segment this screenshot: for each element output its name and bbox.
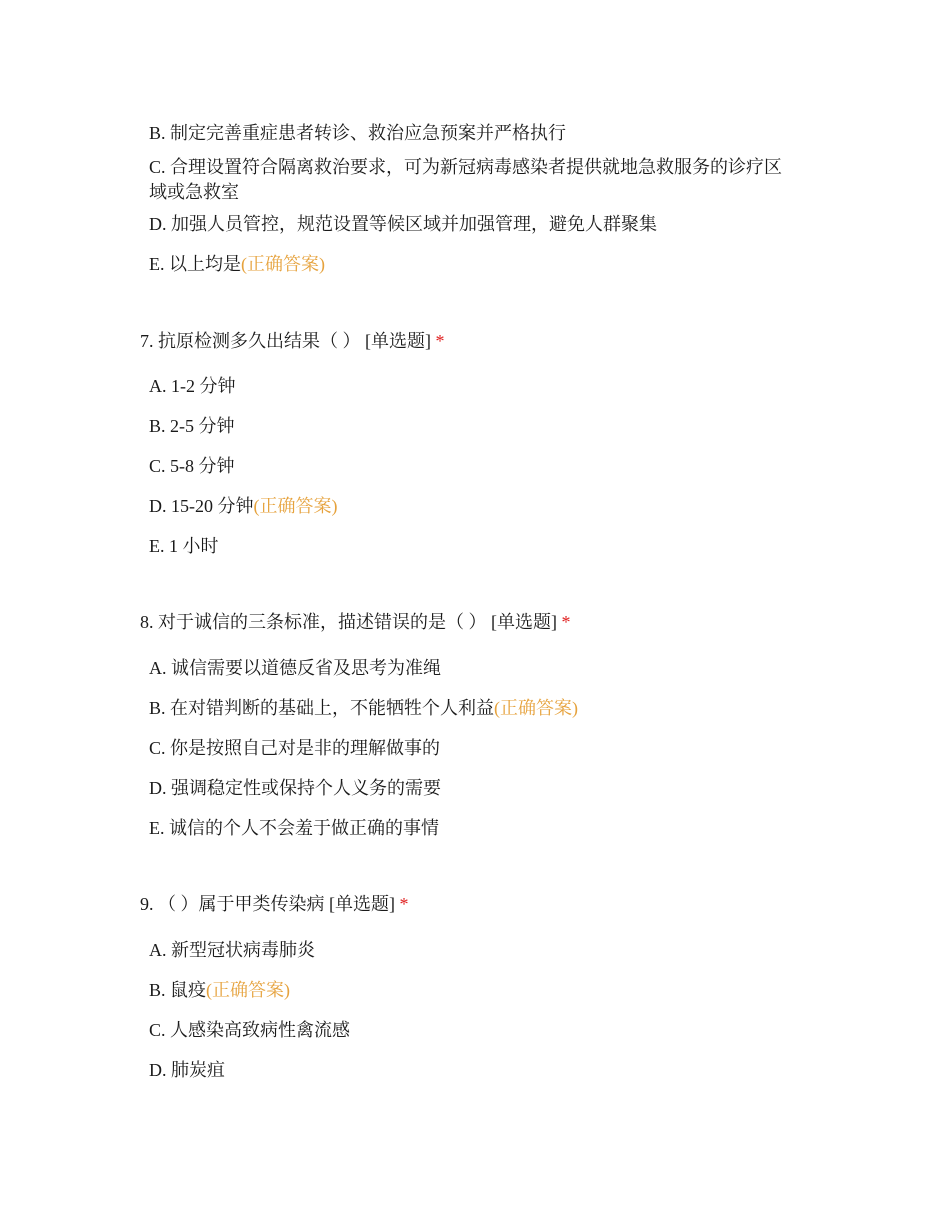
q7-option-e [149, 534, 799, 559]
option-text: D. 15-20 分钟 [149, 496, 254, 516]
option-text: B. 鼠疫 [149, 980, 207, 1000]
option-text: D. 加强人员管控，规范设置等候区域并加强管理，避免人群聚集 [149, 214, 657, 234]
option-text: C. 你是按照自己对是非的理解做事的 [149, 738, 441, 758]
correct-answer-mark: (正确答案) [253, 496, 338, 516]
option-text: E. 诚信的个人不会羞于做正确的事情 [149, 818, 439, 838]
q9-option-a [149, 938, 799, 963]
q6-option-c [149, 155, 799, 205]
q8-option-e [149, 816, 799, 841]
option-text: C. 人感染高致病性禽流感 [149, 1020, 351, 1040]
option-text: B. 2-5 分钟 [149, 416, 235, 436]
option-text: B. 制定完善重症患者转诊、救治应急预案并严格执行 [149, 123, 567, 143]
q7-option-b [149, 414, 799, 439]
option-text: E. 1 小时 [149, 536, 219, 556]
correct-answer-mark: (正确答案) [206, 980, 291, 1000]
question-9-title [140, 892, 409, 917]
option-text: A. 1-2 分钟 [149, 376, 236, 396]
option-text: D. 强调稳定性或保持个人义务的需要 [149, 778, 441, 798]
question-8-title [140, 610, 571, 635]
option-text: C. 合理设置符合隔离救治要求，可为新冠病毒感染者提供就地急救服务的诊疗区域或急救室 [149, 157, 783, 202]
q8-option-b [149, 696, 799, 721]
q6-option-d [149, 212, 799, 237]
q7-option-c [149, 454, 799, 479]
q7-option-d [149, 494, 799, 519]
q7-option-a [149, 374, 799, 399]
question-text: 9. （ ）属于甲类传染病 [单选题] [140, 894, 395, 914]
question-text: 8. 对于诚信的三条标准，描述错误的是（ ） [单选题] [140, 612, 557, 632]
option-text: A. 诚信需要以道德反省及思考为准绳 [149, 658, 441, 678]
q8-option-c [149, 736, 799, 761]
correct-answer-mark: (正确答案) [241, 254, 325, 274]
q9-option-d [149, 1058, 799, 1083]
correct-answer-mark: (正确答案) [494, 698, 579, 718]
required-mark: * [435, 331, 445, 351]
option-text: C. 5-8 分钟 [149, 456, 235, 476]
option-text: E. 以上均是 [149, 254, 241, 274]
q6-option-b [149, 121, 799, 146]
question-text: 7. 抗原检测多久出结果（ ） [单选题] [140, 331, 431, 351]
q8-option-a [149, 656, 799, 681]
option-text: D. 肺炭疽 [149, 1060, 225, 1080]
q6-option-e [149, 252, 799, 277]
option-text: A. 新型冠状病毒肺炎 [149, 940, 315, 960]
q9-option-b [149, 978, 799, 1003]
q8-option-d [149, 776, 799, 801]
required-mark: * [399, 894, 409, 914]
question-7-title [140, 329, 445, 354]
required-mark: * [561, 612, 571, 632]
option-text: B. 在对错判断的基础上，不能牺牲个人利益 [149, 698, 495, 718]
q9-option-c [149, 1018, 799, 1043]
